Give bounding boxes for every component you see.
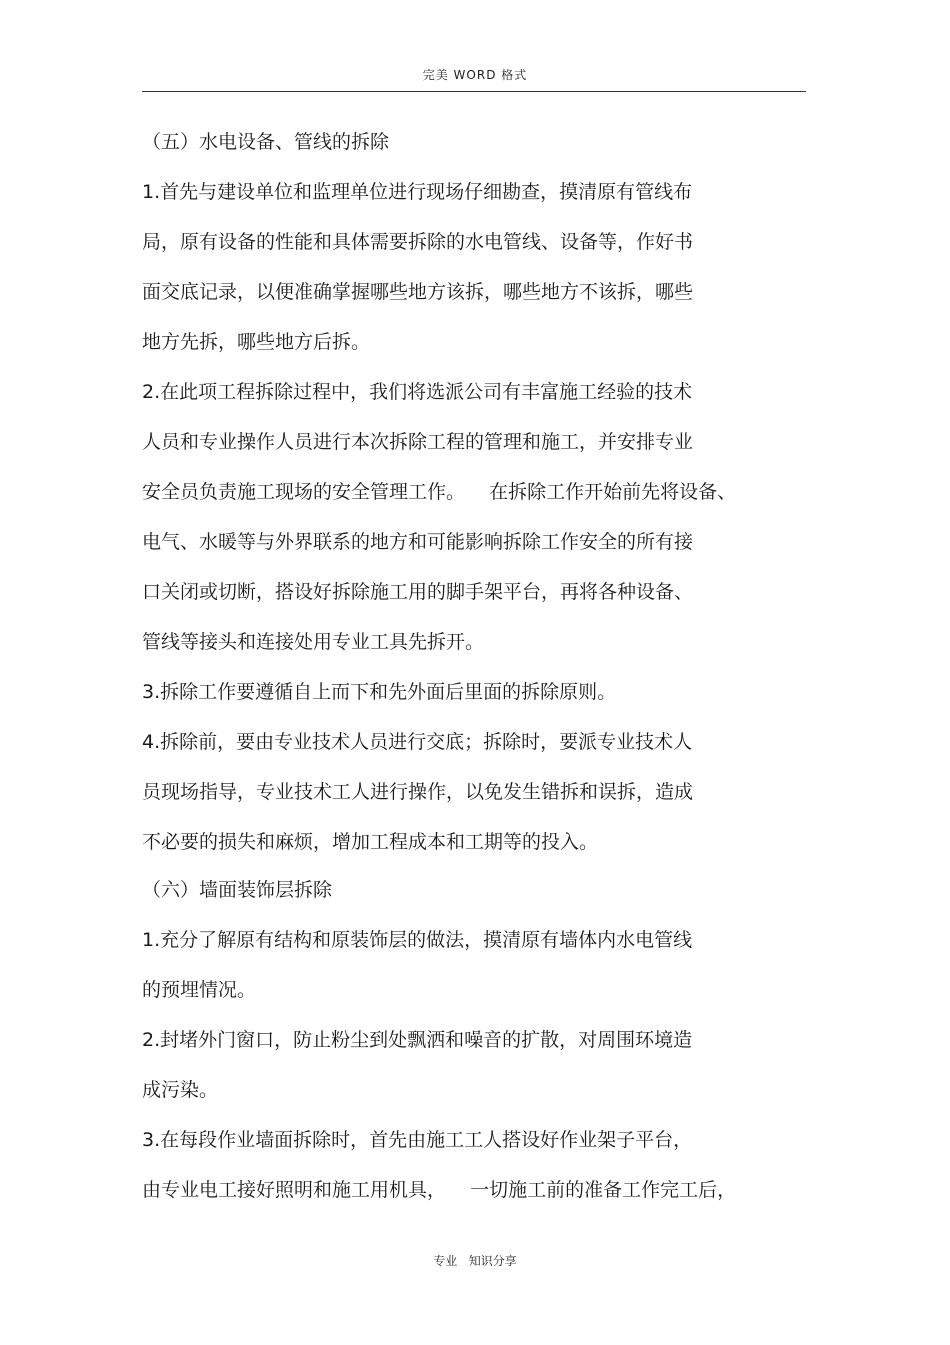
paragraph-line: 3.在每段作业墙面拆除时，首先由施工工人搭设好作业架子平台， — [142, 1129, 693, 1151]
paragraph-line: 1.充分了解原有结构和原装饰层的做法，摸清原有墙体内水电管线 — [142, 929, 693, 951]
paragraph-line: 2.封堵外门窗口，防止粉尘到处飘洒和噪音的扩散，对周围环境造 — [142, 1029, 693, 1051]
paragraph-line: 电气、水暖等与外界联系的地方和可能影响拆除工作安全的所有接 — [142, 531, 694, 553]
paragraph-line: 1.首先与建设单位和监理单位进行现场仔细勘查，摸清原有管线布 — [142, 181, 693, 203]
page-footer: 专业 知识分享 — [433, 1254, 517, 1268]
paragraph-line: 4.拆除前，要由专业技术人员进行交底；拆除时，要派专业技术人 — [142, 731, 693, 753]
paragraph-line: 不必要的损失和麻烦，增加工程成本和工期等的投入。 — [142, 831, 599, 853]
paragraph-line: 管线等接头和连接处用专业工具先拆开。 — [142, 631, 485, 653]
page-header: 完美 WORD 格式 — [422, 68, 528, 82]
paragraph-line: 人员和专业操作人员进行本次拆除工程的管理和施工，并安排专业 — [142, 431, 694, 453]
paragraph-line: 由专业电工接好照明和施工用机具， 一切施工前的准备工作完工后， — [142, 1179, 737, 1201]
paragraph-line: 成污染。 — [142, 1079, 219, 1101]
paragraph-line: 地方先拆，哪些地方后拆。 — [142, 331, 371, 353]
section-heading-5: （五）水电设备、管线的拆除 — [142, 131, 390, 153]
header-rule — [142, 91, 806, 92]
paragraph-line: 3.拆除工作要遵循自上而下和先外面后里面的拆除原则。 — [142, 681, 617, 703]
paragraph-line: 面交底记录，以便准确掌握哪些地方该拆，哪些地方不该拆，哪些 — [142, 281, 694, 303]
paragraph-line: 的预埋情况。 — [142, 979, 257, 1001]
paragraph-line: 局，原有设备的性能和具体需要拆除的水电管线、设备等，作好书 — [142, 231, 694, 253]
paragraph-line: 口关闭或切断，搭设好拆除施工用的脚手架平台，再将各种设备、 — [142, 581, 694, 603]
paragraph-line: 安全员负责施工现场的安全管理工作。 在拆除工作开始前先将设备、 — [142, 481, 737, 503]
paragraph-line: 员现场指导，专业技术工人进行操作，以免发生错拆和误拆，造成 — [142, 781, 694, 803]
paragraph-line: 2.在此项工程拆除过程中，我们将选派公司有丰富施工经验的技术 — [142, 381, 693, 403]
section-heading-6: （六）墙面装饰层拆除 — [142, 879, 333, 901]
